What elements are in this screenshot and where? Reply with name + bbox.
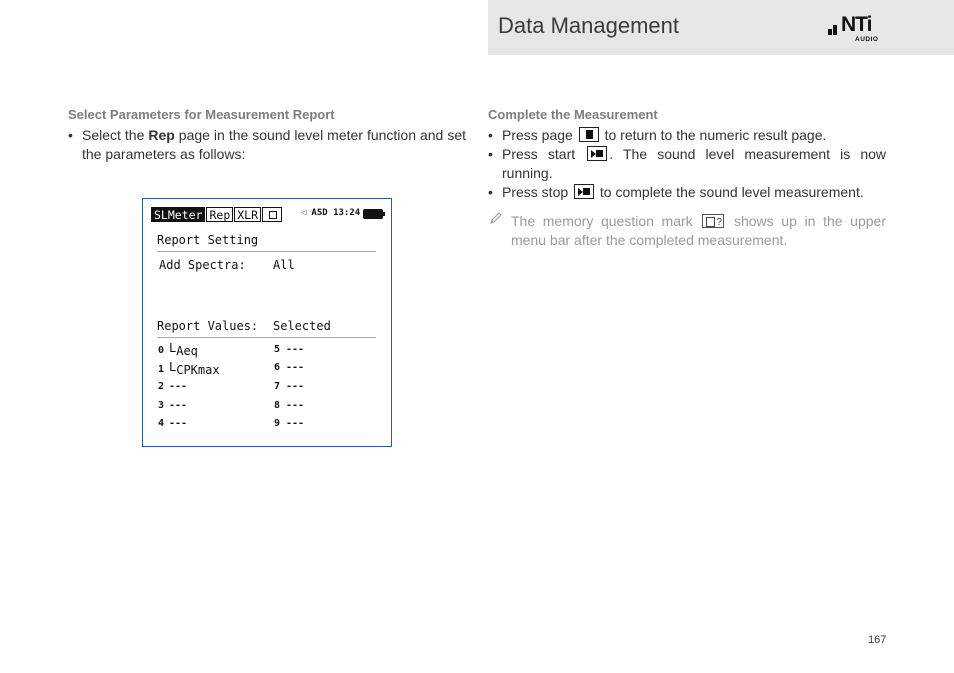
header-bar: [488, 0, 954, 55]
page-title: Data Management: [498, 13, 679, 38]
tab-rep[interactable]: Rep: [206, 207, 233, 222]
page-key-icon: [579, 127, 599, 142]
bullet-press-stop: [488, 183, 886, 202]
report-values-value[interactable]: Selected: [273, 319, 331, 333]
bullet-text: to complete the sound level measurement.: [596, 184, 864, 200]
value-item[interactable]: ---: [169, 381, 188, 392]
status-area: [301, 208, 360, 218]
bullet-select-rep: [68, 126, 466, 164]
value-index: 1: [158, 364, 165, 375]
value-item[interactable]: ---: [286, 344, 305, 355]
bullet-text: . The sound level measurement is now running.: [502, 146, 887, 181]
value-item[interactable]: ---: [286, 418, 305, 429]
section-heading-select-parameters: Select Parameters for Measurement Report: [68, 107, 335, 122]
note-text: shows up in the upper menu bar after the completed measurement.: [511, 213, 886, 248]
value-index: 0: [158, 345, 165, 356]
rep-keyword: Rep: [148, 127, 175, 143]
add-spectra-value[interactable]: All: [273, 258, 295, 272]
bullet-text: Select the: [82, 127, 149, 143]
note-text: The memory question mark: [511, 213, 701, 229]
device-screen: [142, 198, 392, 447]
memory-question-icon: [702, 214, 724, 228]
status-text: ASD 13:24: [311, 208, 361, 218]
nti-audio-logo: [828, 13, 888, 45]
value-index: 9: [274, 418, 281, 429]
value-index: 6: [274, 362, 281, 373]
speaker-icon: ◁: [301, 208, 307, 218]
report-values-label: Report Values:: [157, 319, 259, 333]
tab-slmeter[interactable]: SLMeter: [151, 207, 205, 222]
value-index: 7: [274, 381, 281, 392]
value-item[interactable]: ---: [169, 400, 188, 411]
pencil-note-icon: [488, 210, 504, 226]
value-item[interactable]: ---: [286, 400, 305, 411]
left-column: [68, 105, 466, 164]
memory-icon[interactable]: [262, 207, 282, 222]
value-item[interactable]: ---: [286, 362, 305, 373]
bullet-press-page: [488, 126, 886, 145]
start-stop-key-icon: [574, 184, 594, 199]
memory-note: [488, 212, 886, 250]
section-heading-complete: Complete the Measurement: [488, 107, 658, 122]
bullet-press-start: [488, 145, 886, 183]
add-spectra-label: Add Spectra:: [159, 258, 246, 272]
bullet-text: to return to the numeric result page.: [600, 127, 827, 143]
page-number: 167: [868, 634, 887, 646]
right-column: [488, 105, 886, 250]
bullet-text: page in the sound level meter function and set the parameters as follows:: [82, 127, 466, 162]
value-index: 4: [158, 418, 165, 429]
value-index: 5: [274, 344, 281, 355]
logo-subtext: AUDIO: [855, 36, 879, 43]
battery-icon: [363, 209, 383, 219]
bullet-text: Press start: [502, 146, 586, 162]
value-item[interactable]: ---: [286, 381, 305, 392]
value-index: 3: [158, 400, 165, 411]
start-stop-key-icon: [587, 146, 607, 161]
report-setting-title: Report Setting: [157, 233, 259, 247]
value-item[interactable]: LAeq: [169, 341, 198, 358]
logo-text: NTi: [841, 13, 872, 36]
bullet-text: Press stop: [502, 184, 573, 200]
value-index: 2: [158, 381, 165, 392]
value-index: 8: [274, 400, 281, 411]
value-item[interactable]: ---: [169, 418, 188, 429]
tab-xlr[interactable]: XLR: [234, 207, 261, 222]
value-item[interactable]: LCPKmax: [169, 360, 220, 377]
divider: [157, 251, 376, 252]
divider: [157, 337, 376, 338]
bullet-text: Press page: [502, 127, 577, 143]
screen-menubar: [151, 207, 283, 222]
